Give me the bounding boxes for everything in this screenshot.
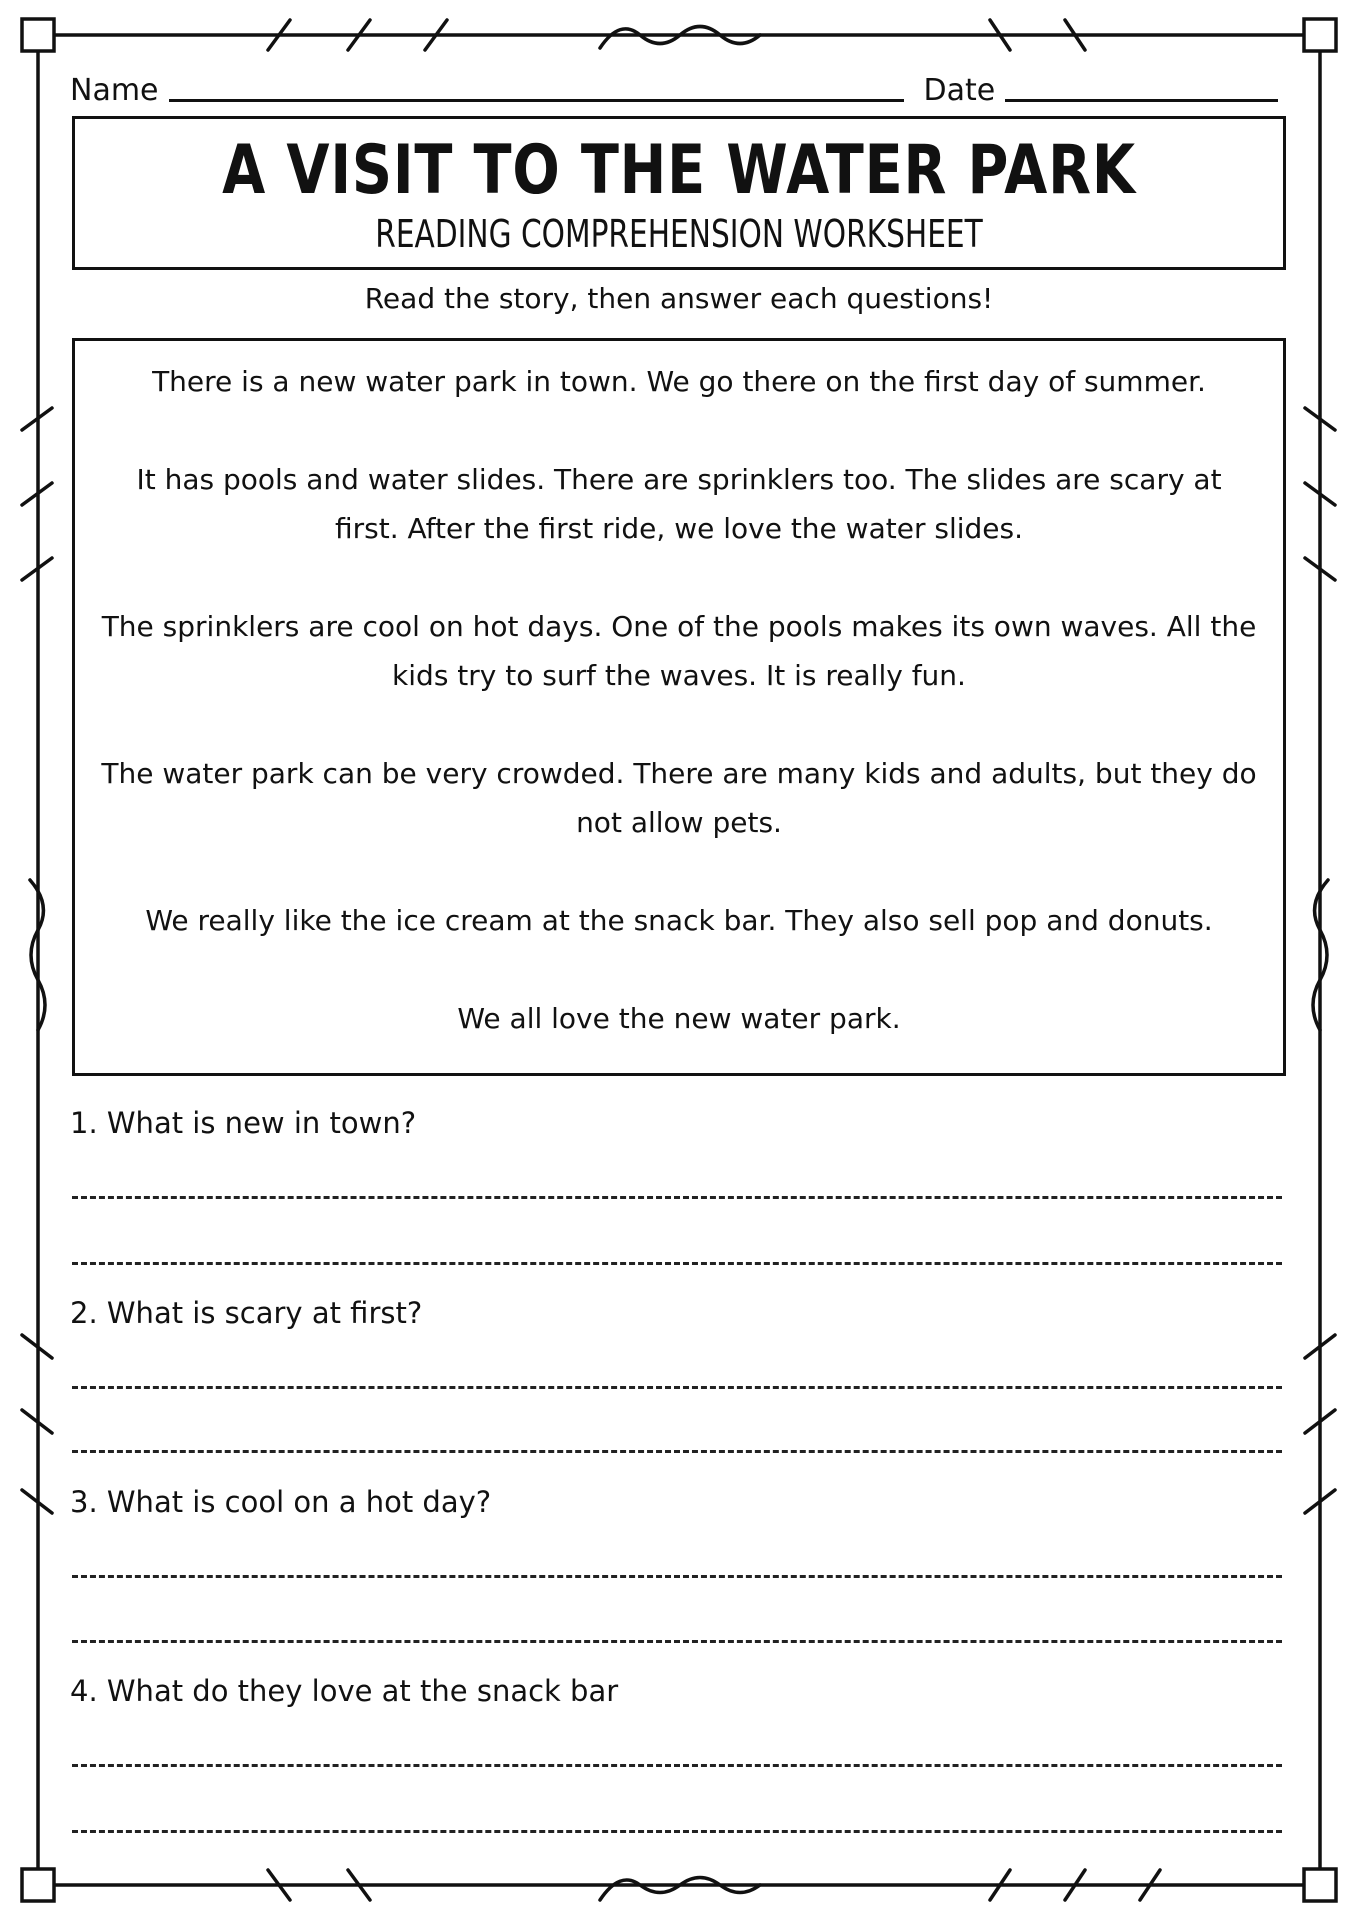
story-paragraph: The water park can be very crowded. There are many kids and adults, but they do not allow pets. — [101, 757, 1257, 839]
question-4: 4. What do they love at the snack bar — [70, 1674, 619, 1708]
question-2: 2. What is scary at first? — [70, 1296, 423, 1330]
answer-line-4b[interactable] — [72, 1830, 1282, 1833]
answer-line-2a[interactable] — [72, 1386, 1282, 1389]
story-paragraph: The sprinklers are cool on hot days. One of the pools makes its own waves. All the kids try to surf the waves. It is really fun. — [101, 610, 1257, 692]
question-3: 3. What is cool on a hot day? — [70, 1485, 492, 1519]
question-1: 1. What is new in town? — [70, 1106, 417, 1140]
story-paragraph: There is a new water park in town. We go there on the first day of summer. — [152, 365, 1206, 398]
name-label: Name — [70, 73, 159, 108]
date-label: Date — [923, 73, 996, 108]
answer-line-2b[interactable] — [72, 1450, 1282, 1453]
page-title: A VISIT TO THE WATER PARK — [222, 131, 1136, 210]
name-field[interactable] — [169, 99, 904, 102]
name-date-row — [70, 62, 1288, 108]
story-paragraph: We really like the ice cream at the snack bar. They also sell pop and donuts. — [145, 904, 1213, 937]
story-paragraph: It has pools and water slides. There are sprinklers too. The slides are scary at first. After the first ride, we love the water slides. — [136, 463, 1222, 545]
instructions: Read the story, then answer each questions! — [364, 282, 994, 315]
title-box — [72, 116, 1286, 270]
story-paragraph: We all love the new water park. — [457, 1002, 901, 1035]
answer-line-1b[interactable] — [72, 1262, 1282, 1265]
answer-line-1a[interactable] — [72, 1196, 1282, 1199]
answer-line-3b[interactable] — [72, 1640, 1282, 1643]
answer-line-4a[interactable] — [72, 1764, 1282, 1767]
answer-line-3a[interactable] — [72, 1575, 1282, 1578]
page-subtitle: READING COMPREHENSION WORKSHEET — [375, 212, 983, 256]
date-field[interactable] — [1005, 99, 1278, 102]
story-box — [72, 338, 1286, 1076]
